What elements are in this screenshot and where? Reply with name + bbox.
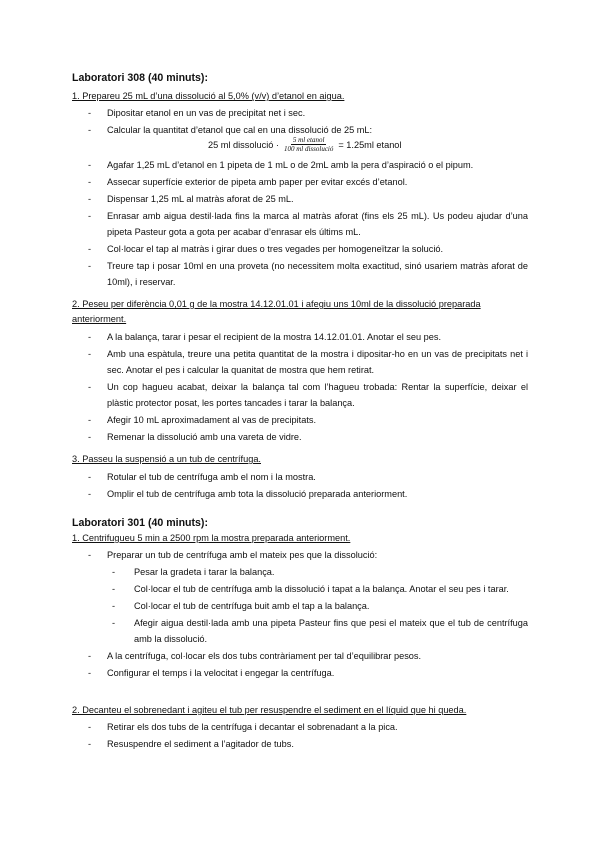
- list-item: - A la centrífuga, col·locar els dos tubs contràriament per tal d’equilibrar pesos.: [88, 648, 528, 664]
- lab308-step1-list: [88, 105, 528, 139]
- list-item: - Calcular la quantitat d’etanol que cal en una dissolució de 25 mL:: [88, 122, 528, 138]
- list-item: - A la balança, tarar i pesar el recipient de la mostra 14.12.01.01. Anotar el seu pes.: [88, 329, 528, 345]
- list-item: - Afegir 10 mL aproximadament al vas de precipitats.: [88, 412, 528, 428]
- lab301-step1-list: [88, 547, 528, 682]
- lab308-step2-heading: 2. Peseu per diferència 0,01 g de la mostra 14.12.01.01 i afegiu uns 10ml de la dissolució preparada anteriorment.: [72, 299, 481, 325]
- formula-fraction: [282, 136, 335, 153]
- lab308-step2-list: [88, 329, 528, 446]
- list-item: - Un cop hagueu acabat, deixar la balança tal com l’hagueu trobada: Rentar la superfície, deixar el plàstic protector posat, les portes tancades i tarar la balança.: [88, 379, 528, 411]
- lab308-step1-heading: 1. Prepareu 25 mL d’una dissolució al 5,0% (v/v) d’etanol en aigua.: [72, 91, 345, 101]
- lab308-step3-heading: 3. Passeu la suspensió a un tub de centrífuga.: [72, 454, 261, 464]
- lab308-step3-list: [88, 469, 528, 503]
- formula-denominator: 100 ml dissolució: [283, 145, 334, 153]
- list-item: - Amb una espàtula, treure una petita quantitat de la mostra i dipositar-ho en un vas de precipitats net i sec. Anotar el pes i calcular la quanitat de mostra que hem retirat.: [88, 346, 528, 378]
- sub-list-item: - Col·locar el tub de centrífuga amb la dissolució i tapat a la balança. Anotar el seu pes i tarar.: [112, 581, 528, 597]
- list-item: - Dipositar etanol en un vas de precipitat net i sec.: [88, 105, 528, 121]
- sub-list-item: - Col·locar el tub de centrífuga buit amb el tap a la balança.: [112, 598, 528, 614]
- lab308-title: Laboratori 308 (40 minuts):: [72, 72, 208, 84]
- sub-list-item: - Pesar la gradeta i tarar la balança.: [112, 564, 528, 580]
- list-item: - Assecar superfície exterior de pipeta amb paper per evitar excés d’etanol.: [88, 174, 528, 190]
- list-item: - Retirar els dos tubs de la centrífuga i decantar el sobrenadant a la pica.: [88, 719, 528, 735]
- list-item: - Remenar la dissolució amb una vareta de vidre.: [88, 429, 528, 445]
- lab301-step1-heading: 1. Centrifugueu 5 min a 2500 rpm la mostra preparada anteriorment.: [72, 533, 351, 543]
- list-item: - Configurar el temps i la velocitat i engegar la centrífuga.: [88, 665, 528, 681]
- list-item: - Col·locar el tap al matràs i girar dues o tres vegades per homogeneïtzar la solució.: [88, 241, 528, 257]
- lab308-step1-list-continued: [88, 157, 528, 291]
- list-item: - Omplir el tub de centrífuga amb tota la dissolució preparada anteriorment.: [88, 486, 528, 502]
- ethanol-formula: [208, 136, 401, 153]
- list-item: - Rotular el tub de centrífuga amb el nom i la mostra.: [88, 469, 528, 485]
- formula-numerator: 5 ml etanol: [292, 136, 325, 144]
- list-item: - Resuspendre el sediment a l’agitador de tubs.: [88, 736, 528, 752]
- sub-list-item: - Afegir aigua destil·lada amb una pipeta Pasteur fins que pesi el mateix que el tub de centrífuga amb la dissolució.: [112, 615, 528, 647]
- formula-suffix: = 1.25ml etanol: [338, 139, 402, 150]
- formula-prefix: 25 ml dissolució ·: [208, 139, 279, 150]
- list-item: - Enrasar amb aigua destil·lada fins la marca al matràs aforat (fins els 25 mL). Us podeu ajudar d’una pipeta Pasteur gota a gota per acabar d’enrasar els últims mL.: [88, 208, 528, 240]
- list-item: - Dispensar 1,25 mL al matràs aforat de 25 mL.: [88, 191, 528, 207]
- lab301-title: Laboratori 301 (40 minuts):: [72, 517, 208, 529]
- list-item: - Treure tap i posar 10ml en una proveta (no necessitem molta exactitud, sinó usariem matràs aforat de 10ml), i reservar.: [88, 258, 528, 290]
- list-item: - Agafar 1,25 mL d’etanol en 1 pipeta de 1 mL o de 2mL amb la pera d’aspiració o el pipum.: [88, 157, 528, 173]
- list-item: - Preparar un tub de centrífuga amb el mateix pes que la dissolució:: [88, 547, 528, 563]
- lab301-step2-list: [88, 719, 528, 753]
- lab301-step2-heading: 2. Decanteu el sobrenedant i agiteu el tub per resuspendre el sediment en el líquid que hi queda.: [72, 705, 467, 715]
